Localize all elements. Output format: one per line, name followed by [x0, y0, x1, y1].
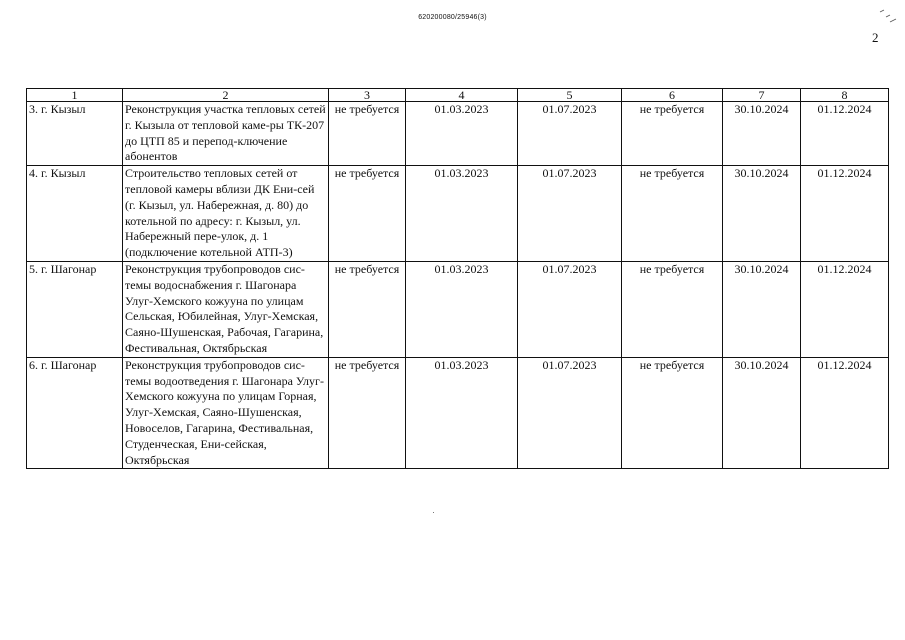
header-col-8: 8 [801, 89, 889, 102]
table-row [27, 357, 889, 469]
row-col6: не требуется [622, 166, 723, 262]
row-location: 5. г. Шагонар [27, 261, 123, 357]
row-col8-date: 01.12.2024 [801, 261, 889, 357]
row-col5-date: 01.07.2023 [518, 357, 622, 469]
row-location: 4. г. Кызыл [27, 166, 123, 262]
row-col7-date: 30.10.2024 [723, 102, 801, 166]
scan-mark-icon [878, 8, 898, 26]
header-col-6: 6 [622, 89, 723, 102]
row-col6: не требуется [622, 357, 723, 469]
header-col-1: 1 [27, 89, 123, 102]
table-row [27, 166, 889, 262]
header-col-7: 7 [723, 89, 801, 102]
header-col-5: 5 [518, 89, 622, 102]
header-col-3: 3 [329, 89, 406, 102]
schedule-table [26, 88, 889, 469]
row-col4-date: 01.03.2023 [406, 261, 518, 357]
header-col-2: 2 [123, 89, 329, 102]
table-row [27, 261, 889, 357]
row-col8-date: 01.12.2024 [801, 166, 889, 262]
row-col4-date: 01.03.2023 [406, 357, 518, 469]
header-col-4: 4 [406, 89, 518, 102]
row-col5-date: 01.07.2023 [518, 102, 622, 166]
row-col3: не требуется [329, 357, 406, 469]
row-col7-date: 30.10.2024 [723, 261, 801, 357]
row-col5-date: 01.07.2023 [518, 261, 622, 357]
document-id: 620200080/25946(3) [418, 14, 487, 21]
row-col7-date: 30.10.2024 [723, 166, 801, 262]
row-col7-date: 30.10.2024 [723, 357, 801, 469]
header-row [27, 89, 889, 102]
row-col3: не требуется [329, 261, 406, 357]
row-col8-date: 01.12.2024 [801, 102, 889, 166]
row-col6: не требуется [622, 261, 723, 357]
row-col5-date: 01.07.2023 [518, 166, 622, 262]
row-work-description: Строительство тепловых сетей от тепловой камеры вблизи ДК Ени-сей (г. Кызыл, ул. Набережная, д. 80) до котельной по адресу: г. Кызыл, ул. Набережный пере-улок, д. 1 (подключение котельной АТП-3) [123, 166, 329, 262]
row-col6: не требуется [622, 102, 723, 166]
row-work-description: Реконструкция трубопроводов сис-темы водоотведения г. Шагонара Улуг-Хемского кожууна по улицам Горная, Улуг-Хемская, Саяно-Шушенская, Новоселов, Гагарина, Фестивальная, Студенческая, Ени-сейская, Октябрьская [123, 357, 329, 469]
row-location: 6. г. Шагонар [27, 357, 123, 469]
row-col8-date: 01.12.2024 [801, 357, 889, 469]
row-col4-date: 01.03.2023 [406, 166, 518, 262]
row-work-description: Реконструкция участка тепловых сетей г. Кызыла от тепловой каме-ры ТК-207 до ЦТП 85 и перепод-ключение абонентов [123, 102, 329, 166]
scan-speck [433, 512, 434, 513]
row-col4-date: 01.03.2023 [406, 102, 518, 166]
page-number: 2 [872, 30, 879, 45]
row-col3: не требуется [329, 166, 406, 262]
table-row [27, 102, 889, 166]
row-location: 3. г. Кызыл [27, 102, 123, 166]
row-work-description: Реконструкция трубопроводов сис-темы водоснабжения г. Шагонара Улуг-Хемского кожууна по улицам Сельская, Юбилейная, Улуг-Хемская, Саяно-Шушенская, Рабочая, Гагарина, Фестивальная, Октябрьская [123, 261, 329, 357]
row-col3: не требуется [329, 102, 406, 166]
